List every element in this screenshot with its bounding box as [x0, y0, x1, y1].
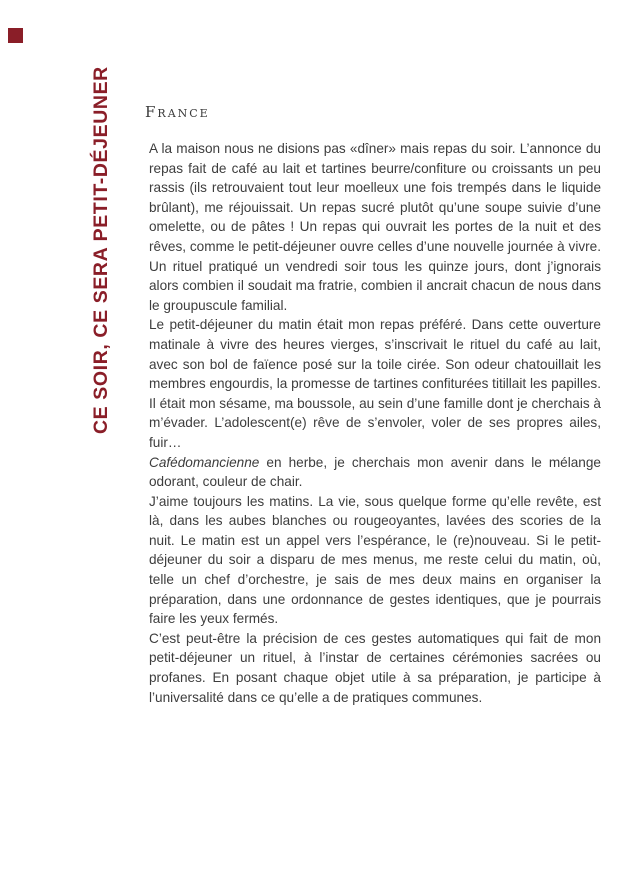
paragraph-text: en herbe, je cherchais mon avenir dans le mélange odorant, couleur de chair. [149, 454, 601, 490]
paragraph: J’aime toujours les matins. La vie, sous quelque forme qu’elle revête, est là, dans les aubes blanches ou rougeoyantes, lavées des scories de la nuit. Le matin est un appel vers l’espérance, le (re)nouveau. Si le petit-déjeuner du soir a disparu de mes menus, me reste celui du matin, où, telle un chef d’orchestre, je sais de mes deux mains en organiser la préparation, dans une ordonnance de gestes identiques, que je pourrais faire les yeux fermés. [149, 493, 601, 627]
chapter-title-vertical: CE SOIR, CE SERA PETIT-DÉJEUNER [90, 66, 112, 434]
paragraph: C’est peut-être la précision de ces gestes automatiques qui fait de mon petit-déjeuner un rituel, à l’instar de certaines cérémonies sacrées ou profanes. En posant chaque objet utile à sa préparation, je participe à l’universalité dans ce qu’elle a de pratiques communes. [149, 630, 601, 705]
paragraph-lead-italic: Cafédomancienne [149, 454, 260, 470]
paragraph [149, 453, 601, 492]
page-corner-marker [8, 28, 23, 43]
paragraph: A la maison nous ne disions pas «dîner» mais repas du soir. L’annonce du repas fait de café au lait et tartines beurre/confiture ou croissants un peu rassis (ils retrouvaient tout leur moelleux une fois trempés dans le liquide brûlant), me réjouissait. Un repas sucré plutôt qu’une soupe suivie d’une omelette, ou de pâtes ! Un repas qui ouvrait les portes de la nuit et des rêves, comme le petit-déjeuner ouvre celles d’une nouvelle journée à vivre. Un rituel pratiqué un vendredi soir tous les quinze jours, dont j’ignorais alors combien il soudait ma fratrie, combien il ancrait chacun de nous dans le groupuscule familial. [149, 141, 601, 313]
paragraph: Le petit-déjeuner du matin était mon repas préféré. Dans cette ouverture matinale à vivre des heures vierges, s’inscrivait le rituel du café au lait, avec son bol de faïence posé sur la toile cirée. Son odeur chatouillait les membres engourdis, la promesse de tartines confiturées titillait les papilles. Il était mon sésame, ma boussole, au sein d’une famille dont je cherchais à m’évader. L’adolescent(e) rêve de s’envoler, voler de ses propres ailes, fuir… [149, 317, 601, 450]
section-label-country: France [145, 103, 210, 121]
body-text [149, 139, 601, 707]
